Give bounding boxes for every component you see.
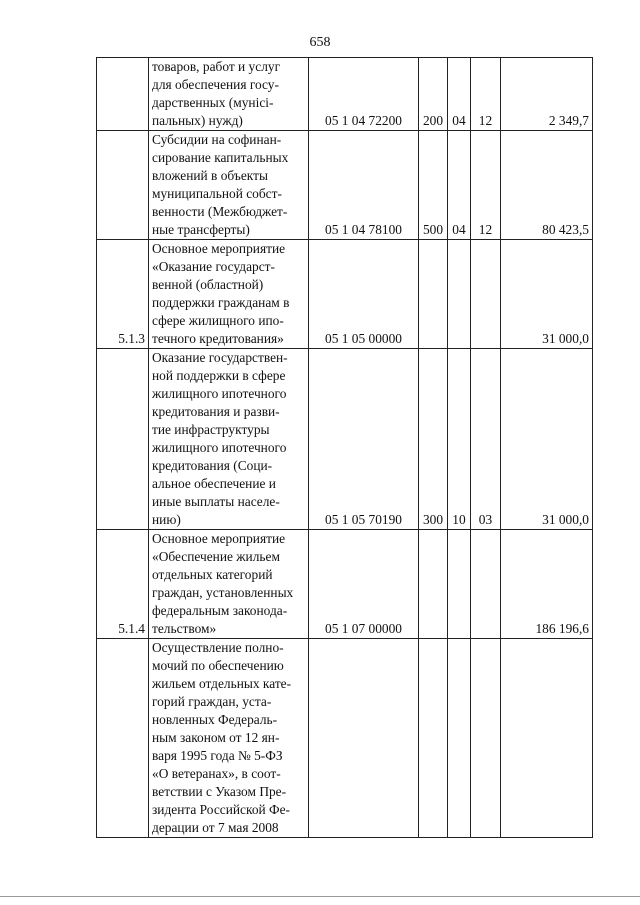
subsection-cell: [471, 639, 501, 838]
table-row: [97, 349, 593, 530]
section-cell: 04: [448, 131, 471, 240]
target-code-cell: 05 1 05 70190: [309, 349, 419, 530]
subsection-cell: [471, 240, 501, 349]
budget-table-body: [97, 58, 593, 838]
table-row: [97, 58, 593, 131]
row-number-cell: 5.1.3: [97, 240, 149, 349]
table-row: [97, 131, 593, 240]
expense-type-cell: [419, 240, 448, 349]
amount-cell: 31 000,0: [501, 349, 593, 530]
budget-table: [96, 57, 593, 838]
amount-cell: 31 000,0: [501, 240, 593, 349]
expense-type-cell: [419, 530, 448, 639]
section-cell: 04: [448, 58, 471, 131]
row-number-cell: [97, 131, 149, 240]
section-cell: [448, 530, 471, 639]
table-row: [97, 240, 593, 349]
page-number: 658: [309, 35, 331, 50]
subsection-cell: [471, 530, 501, 639]
section-cell: [448, 639, 471, 838]
row-number-cell: [97, 349, 149, 530]
amount-cell: 186 196,6: [501, 530, 593, 639]
row-number-cell: 5.1.4: [97, 530, 149, 639]
target-code-cell: 05 1 04 72200: [309, 58, 419, 131]
target-code-cell: [309, 639, 419, 838]
expense-type-cell: 200: [419, 58, 448, 131]
target-code-cell: 05 1 04 78100: [309, 131, 419, 240]
target-code-cell: 05 1 05 00000: [309, 240, 419, 349]
row-name-cell: Оказание государствен- ной поддержки в сфере жилищного ипотечного кредитования и разви- тие инфраструктуры жилищного ипотечного кредитования (Соци- альное обеспечение и иные выплаты населе- нию): [149, 349, 309, 530]
target-code-cell: 05 1 07 00000: [309, 530, 419, 639]
expense-type-cell: [419, 639, 448, 838]
amount-cell: 2 349,7: [501, 58, 593, 131]
section-cell: 10: [448, 349, 471, 530]
page-bottom-rule: [0, 896, 640, 897]
subsection-cell: 12: [471, 58, 501, 131]
row-number-cell: [97, 58, 149, 131]
amount-cell: [501, 639, 593, 838]
amount-cell: 80 423,5: [501, 131, 593, 240]
section-cell: [448, 240, 471, 349]
row-number-cell: [97, 639, 149, 838]
row-name-cell: Основное мероприятие «Обеспечение жильем отдельных категорий граждан, установленных федеральным законода- тельством»: [149, 530, 309, 639]
row-name-cell: Субсидии на софинан- сирование капитальных вложений в объекты муниципальной собст- венности (Межбюджет- ные трансферты): [149, 131, 309, 240]
subsection-cell: 03: [471, 349, 501, 530]
expense-type-cell: 500: [419, 131, 448, 240]
table-row: [97, 530, 593, 639]
row-name-cell: Осуществление полно- мочий по обеспечению жильем отдельных кате- горий граждан, уста- новленных Федераль- ным законом от 12 ян- варя 1995 года № 5-ФЗ «О ветеранах», в соот- ветствии с Указом Пре- зидента Российской Фе- дерации от 7 мая 2008: [149, 639, 309, 838]
expense-type-cell: 300: [419, 349, 448, 530]
row-name-cell: Основное мероприятие «Оказание государст- венной (областной) поддержки гражданам в сфере жилищного ипо- течного кредитования»: [149, 240, 309, 349]
subsection-cell: 12: [471, 131, 501, 240]
row-name-cell: товаров, работ и услуг для обеспечения госу- дарственных (мунici- пальных) нужд): [149, 58, 309, 131]
table-row: [97, 639, 593, 838]
